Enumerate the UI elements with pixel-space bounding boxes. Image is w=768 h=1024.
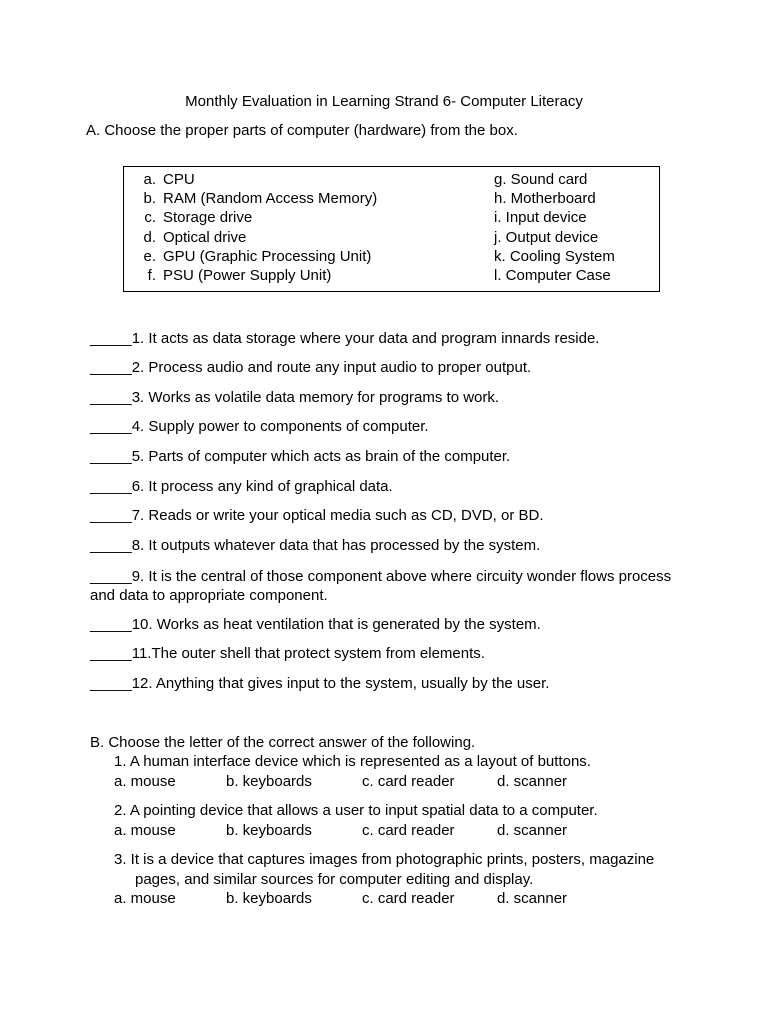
- mc-option: c. card reader: [362, 773, 455, 790]
- box-item-text: RAM (Random Access Memory): [163, 190, 378, 207]
- box-item-k: k. Cooling System: [494, 248, 615, 265]
- question-10: _____10. Works as heat ventilation that is generated by the system.: [90, 616, 541, 633]
- section-b-heading: B. Choose the letter of the correct answer of the following.: [90, 734, 476, 751]
- box-item-letter: d.: [143, 229, 156, 246]
- page-title: Monthly Evaluation in Learning Strand 6- Computer Literacy: [185, 93, 583, 110]
- box-item-text: GPU (Graphic Processing Unit): [163, 248, 372, 265]
- mc-option: a. mouse: [114, 890, 176, 907]
- section-a-heading: A. Choose the proper parts of computer (hardware) from the box.: [86, 122, 518, 139]
- mc-option: d. scanner: [497, 890, 568, 907]
- box-item-text: CPU: [163, 171, 195, 188]
- mc-option: d. scanner: [497, 773, 568, 790]
- box-item-text: Storage drive: [163, 209, 253, 226]
- box-item-letter: f.: [147, 267, 156, 284]
- question-8: _____8. It outputs whatever data that has processed by the system.: [90, 537, 541, 554]
- mc-option: b. keyboards: [226, 773, 312, 790]
- box-item-text: PSU (Power Supply Unit): [163, 267, 332, 284]
- question-1: _____1. It acts as data storage where your data and program innards reside.: [90, 330, 600, 347]
- box-item-l: l. Computer Case: [494, 267, 611, 284]
- box-item-g: g. Sound card: [494, 171, 588, 188]
- mc-option: d. scanner: [497, 822, 568, 839]
- question-12: _____12. Anything that gives input to the system, usually by the user.: [90, 675, 550, 692]
- question-9: _____9. It is the central of those component above where circuity wonder flows process and data to appropriate component.: [90, 568, 672, 604]
- question-2: _____2. Process audio and route any input audio to proper output.: [90, 359, 532, 376]
- mc-option: c. card reader: [362, 822, 455, 839]
- answer-choices-box: [123, 166, 660, 292]
- box-item-i: i. Input device: [494, 209, 587, 226]
- mc-question-3: 3. It is a device that captures images from photographic prints, posters, magazine: [114, 851, 655, 868]
- question-4: _____4. Supply power to components of computer.: [90, 418, 429, 435]
- box-item-letter: a.: [143, 171, 156, 188]
- mc-option: b. keyboards: [226, 890, 312, 907]
- question-3: _____3. Works as volatile data memory for programs to work.: [90, 389, 500, 406]
- box-item-letter: c.: [144, 209, 156, 226]
- mc-option: a. mouse: [114, 773, 176, 790]
- question-5: _____5. Parts of computer which acts as brain of the computer.: [90, 448, 511, 465]
- mc-option: c. card reader: [362, 890, 455, 907]
- question-11: _____11.The outer shell that protect system from elements.: [90, 645, 485, 662]
- question-6: _____6. It process any kind of graphical data.: [90, 478, 393, 495]
- box-item-h: h. Motherboard: [494, 190, 596, 207]
- mc-question-2: 2. A pointing device that allows a user to input spatial data to a computer.: [114, 802, 598, 819]
- box-item-j: j. Output device: [494, 229, 599, 246]
- mc-option: b. keyboards: [226, 822, 312, 839]
- mc-option: a. mouse: [114, 822, 176, 839]
- mc-question-1: 1. A human interface device which is represented as a layout of buttons.: [114, 753, 591, 770]
- box-item-letter: e.: [143, 248, 156, 265]
- box-item-text: Optical drive: [163, 229, 247, 246]
- box-item-letter: b.: [143, 190, 156, 207]
- question-7: _____7. Reads or write your optical media such as CD, DVD, or BD.: [90, 507, 544, 524]
- mc-question-3-continued: pages, and similar sources for computer editing and display.: [135, 871, 534, 888]
